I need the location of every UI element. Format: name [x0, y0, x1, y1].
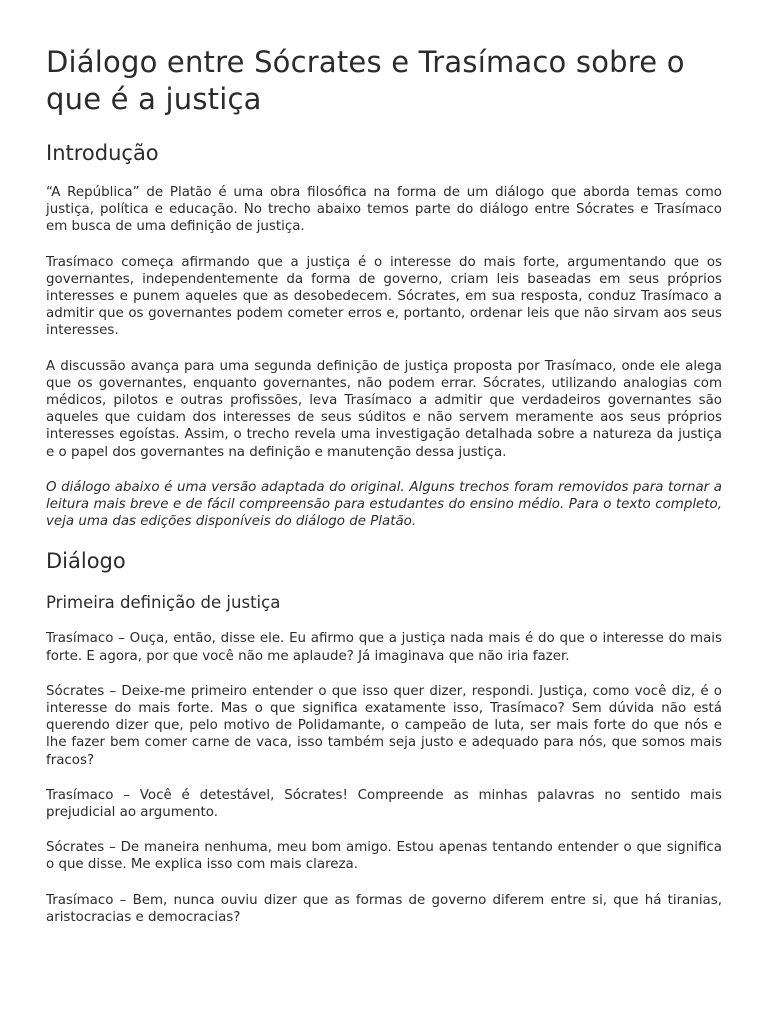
dialogue-line: Trasímaco – Bem, nunca ouviu dizer que as formas de governo diferem entre si, que há tiranias, aristocracias e democracias?	[46, 892, 722, 925]
dialogue-line: Sócrates – Deixe-me primeiro entender o que isso quer dizer, respondi. Justiça, como você diz, é o interesse do mais forte. Mas o que significa exatamente isso, Trasímaco? Sem dúvida não está querendo dizer que, pelo motivo de Polidamante, o campeão de luta, ser mais forte do que nós e lhe fazer bem comer carne de vaca, isso também seja justo e adequado para nós, que somos mais fracos?	[46, 683, 722, 768]
dialogue-section	[46, 548, 722, 926]
dialogue-subheading: Primeira definição de justiça	[46, 593, 281, 613]
intro-paragraph: Trasímaco começa afirmando que a justiça é o interesse do mais forte, argumentando que os governantes, independentemente da forma de governo, criam leis baseadas em seus próprios interesses e punem aqueles que as desobedecem. Sócrates, em sua resposta, conduz Trasímaco a admitir que os governantes podem cometer erros e, portanto, ordenar leis que não sirvam aos seus interesses.	[46, 254, 722, 339]
introduction-section	[46, 140, 722, 530]
dialogue-heading: Diálogo	[46, 549, 126, 574]
intro-paragraph: A discussão avança para uma segunda definição de justiça proposta por Trasímaco, onde ele alega que os governantes, enquanto governantes, não podem errar. Sócrates, utilizando analogias com médicos, pilotos e outras profissões, leva Trasímaco a admitir que verdadeiros governantes são aqueles que cuidam dos interesses de seus súditos e não servem meramente aos seus próprios interesses egoístas. Assim, o trecho revela uma investigação detalhada sobre a natureza da justiça e o papel dos governantes na definição e manutenção dessa justiça.	[46, 358, 722, 460]
introduction-heading: Introdução	[46, 141, 159, 165]
dialogue-line: Trasímaco – Ouça, então, disse ele. Eu afirmo que a justiça nada mais é do que o interesse do mais forte. E agora, por que você não me aplaude? Já imaginava que não iria fazer.	[46, 631, 722, 664]
adaptation-note: O diálogo abaixo é uma versão adaptada do original. Alguns trechos foram removidos para tornar a leitura mais breve e de fácil compreensão para estudantes do ensino médio. Para o texto completo, veja uma das edições disponíveis do diálogo de Platão.	[46, 479, 722, 530]
intro-paragraph: “A República” de Platão é uma obra filosófica na forma de um diálogo que aborda temas como justiça, política e educação. No trecho abaixo temos parte do diálogo entre Sócrates e Trasímaco em busca de uma definição de justiça.	[46, 185, 722, 235]
document-title: Diálogo entre Sócrates e Trasímaco sobre o que é a justiça	[46, 45, 685, 116]
dialogue-line: Sócrates – De maneira nenhuma, meu bom amigo. Estou apenas tentando entender o que significa o que disse. Me explica isso com mais clareza.	[46, 840, 722, 873]
dialogue-line: Trasímaco – Você é detestável, Sócrates! Compreende as minhas palavras no sentido mais prejudicial ao argumento.	[46, 787, 722, 821]
